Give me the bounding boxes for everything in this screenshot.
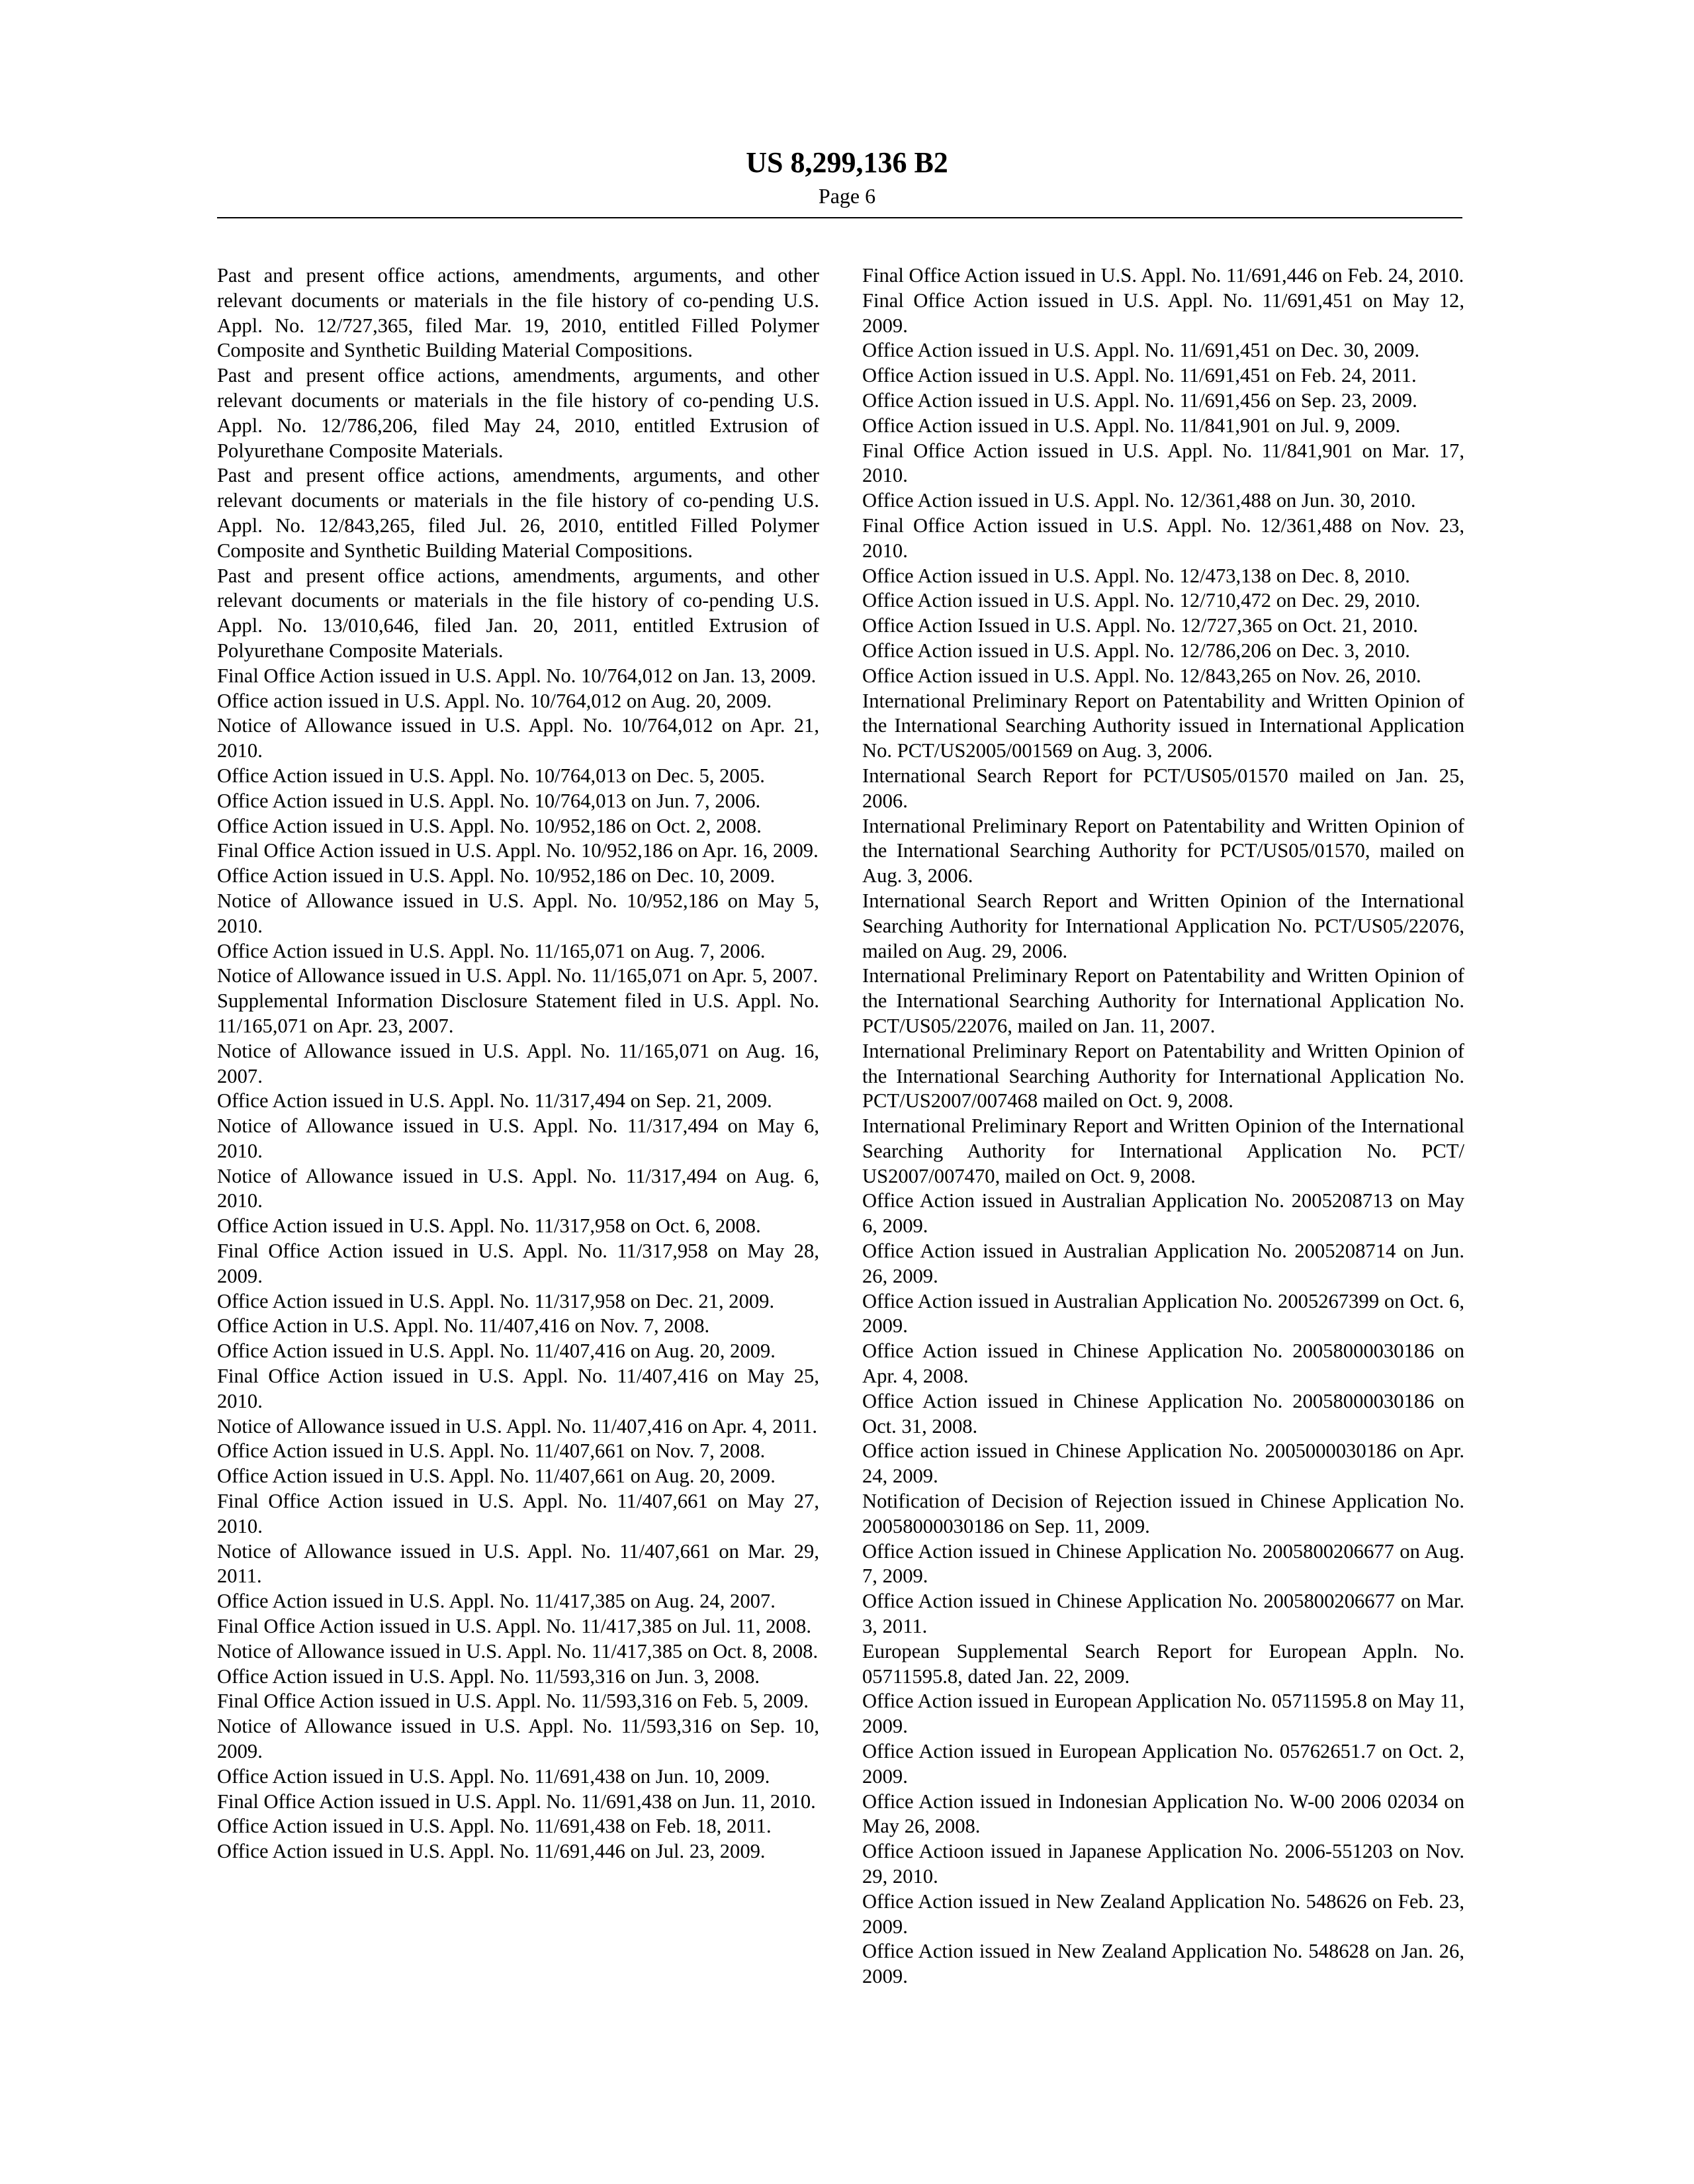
reference-entry: Final Office Action issued in U.S. Appl. No. 10/952,186 on Apr. 16, 2009. <box>217 839 819 864</box>
reference-entry: Office action issued in U.S. Appl. No. 10/764,012 on Aug. 20, 2009. <box>217 689 819 714</box>
reference-entry: Office Action issued in U.S. Appl. No. 11/691,438 on Feb. 18, 2011. <box>217 1814 819 1839</box>
reference-entry: Office Action issued in U.S. Appl. No. 12/473,138 on Dec. 8, 2010. <box>862 564 1464 589</box>
reference-entry: Office Action issued in U.S. Appl. No. 11/691,438 on Jun. 10, 2009. <box>217 1764 819 1790</box>
reference-entry: Office Action issued in U.S. Appl. No. 10/952,186 on Oct. 2, 2008. <box>217 814 819 839</box>
reference-entry: Office Action issued in New Zealand Application No. 548626 on Feb. 23, 2009. <box>862 1889 1464 1940</box>
reference-entry: Office Action issued in U.S. Appl. No. 12/843,265 on Nov. 26, 2010. <box>862 664 1464 689</box>
reference-entry: Final Office Action issued in U.S. Appl. No. 11/317,958 on May 28, 2009. <box>217 1239 819 1289</box>
page-number: Page 6 <box>0 184 1694 208</box>
reference-entry: European Supplemental Search Report for European Appln. No. 05711595.8, dated Jan. 22, 2009. <box>862 1639 1464 1690</box>
reference-entry: Past and present office actions, amendments, arguments, and other relevant documents or materials in the file history of co-pending U.S. Appl. No. 13/010,646, filed Jan. 20, 2011, entitled Extrusion of Polyurethane Composite Materials. <box>217 564 819 664</box>
reference-entry: Office Action issued in U.S. Appl. No. 10/764,013 on Jun. 7, 2006. <box>217 789 819 814</box>
reference-entry: Office Action issued in U.S. Appl. No. 11/593,316 on Jun. 3, 2008. <box>217 1664 819 1690</box>
reference-entry: Notice of Allowance issued in U.S. Appl. No. 11/407,416 on Apr. 4, 2011. <box>217 1414 819 1439</box>
reference-entry: Office Action issued in Chinese Application No. 2005800206677 on Aug. 7, 2009. <box>862 1539 1464 1590</box>
reference-entry: Notification of Decision of Rejection issued in Chinese Application No. 20058000030186 on Sep. 11, 2009. <box>862 1489 1464 1539</box>
reference-entry: Final Office Action issued in U.S. Appl. No. 11/691,451 on May 12, 2009. <box>862 289 1464 339</box>
reference-entry: Office Action issued in European Application No. 05711595.8 on May 11, 2009. <box>862 1689 1464 1739</box>
reference-entry: Notice of Allowance issued in U.S. Appl. No. 11/317,494 on Aug. 6, 2010. <box>217 1164 819 1214</box>
reference-entry: Office Action issued in U.S. Appl. No. 11/317,494 on Sep. 21, 2009. <box>217 1089 819 1114</box>
reference-entry: Supplemental Information Disclosure Statement filed in U.S. Appl. No. 11/165,071 on Apr. 23, 2007. <box>217 989 819 1039</box>
reference-entry: Office Action issued in Indonesian Application No. W-00 2006 02034 on May 26, 2008. <box>862 1790 1464 1840</box>
reference-entry: Final Office Action issued in U.S. Appl. No. 10/764,012 on Jan. 13, 2009. <box>217 664 819 689</box>
reference-entry: International Preliminary Report on Patentability and Written Opin­ion of the International Searching Authority for PCT/US05/01570, mailed on Aug. 3, 2006. <box>862 814 1464 889</box>
reference-entry: Office Action issued in Australian Application No. 2005267399 on Oct. 6, 2009. <box>862 1289 1464 1340</box>
reference-entry: Final Office Action issued in U.S. Appl. No. 12/361,488 on Nov. 23, 2010. <box>862 514 1464 564</box>
reference-entry: Notice of Allowance issued in U.S. Appl. No. 10/952,186 on May 5, 2010. <box>217 889 819 939</box>
reference-entry: Office Action issued in European Application No. 05762651.7 on Oct. 2, 2009. <box>862 1739 1464 1790</box>
reference-entry: Office Actioon issued in Japanese Application No. 2006-551203 on Nov. 29, 2010. <box>862 1839 1464 1889</box>
reference-entry: Office Action issued in U.S. Appl. No. 11/691,451 on Dec. 30, 2009. <box>862 338 1464 363</box>
reference-entry: Final Office Action issued in U.S. Appl. No. 11/407,661 on May 27, 2010. <box>217 1489 819 1539</box>
reference-entry: Office Action issued in U.S. Appl. No. 11/417,385 on Aug. 24, 2007. <box>217 1589 819 1614</box>
reference-entry: Notice of Allowance issued in U.S. Appl. No. 10/764,012 on Apr. 21, 2010. <box>217 713 819 764</box>
reference-entry: Office Action issued in U.S. Appl. No. 12/361,488 on Jun. 30, 2010. <box>862 488 1464 514</box>
reference-entry: International Preliminary Report and Written Opinion of the Inter­national Searching Authority for International Application No. PCT/​US2007/007470, mailed on Oct. 9, 2008. <box>862 1114 1464 1189</box>
reference-entry: Notice of Allowance issued in U.S. Appl. No. 11/417,385 on Oct. 8, 2008. <box>217 1639 819 1664</box>
reference-entry: Office Action issued in Chinese Application No. 20058000030186 on Oct. 31, 2008. <box>862 1389 1464 1439</box>
reference-entry: Office Action Issued in U.S. Appl. No. 12/727,365 on Oct. 21, 2010. <box>862 614 1464 639</box>
reference-entry: Office Action issued in U.S. Appl. No. 11/691,451 on Feb. 24, 2011. <box>862 363 1464 388</box>
reference-entry: Past and present office actions, amendments, arguments, and other relevant documents or materials in the file history of co-pending U.S. Appl. No. 12/843,265, filed Jul. 26, 2010, entitled Filled Polymer Composite and Synthetic Building Material Compositions. <box>217 463 819 563</box>
reference-entry: Final Office Action issued in U.S. Appl. No. 11/841,901 on Mar. 17, 2010. <box>862 439 1464 489</box>
reference-entry: Office action issued in Chinese Application No. 2005000030186 on Apr. 24, 2009. <box>862 1439 1464 1489</box>
reference-entry: Notice of Allowance issued in U.S. Appl. No. 11/165,071 on Aug. 16, 2007. <box>217 1039 819 1089</box>
reference-entry: Office Action in U.S. Appl. No. 11/407,416 on Nov. 7, 2008. <box>217 1314 819 1339</box>
reference-entry: Past and present office actions, amendments, arguments, and other relevant documents or materials in the file history of co-pending U.S. Appl. No. 12/727,365, filed Mar. 19, 2010, entitled Filled Polymer Composite and Synthetic Building Material Compositions. <box>217 263 819 363</box>
reference-entry: Office Action issued in U.S. Appl. No. 11/317,958 on Dec. 21, 2009. <box>217 1289 819 1314</box>
header-divider <box>217 217 1462 218</box>
reference-entry: Notice of Allowance issued in U.S. Appl. No. 11/593,316 on Sep. 10, 2009. <box>217 1714 819 1764</box>
reference-entry: Final Office Action issued in U.S. Appl. No. 11/417,385 on Jul. 11, 2008. <box>217 1614 819 1639</box>
reference-entry: Office Action issued in Chinese Application No. 20058000030186 on Apr. 4, 2008. <box>862 1339 1464 1389</box>
reference-entry: Final Office Action issued in U.S. Appl. No. 11/407,416 on May 25, 2010. <box>217 1364 819 1414</box>
reference-entry: Office Action issued in New Zealand Application No. 548628 on Jan. 26, 2009. <box>862 1939 1464 1989</box>
reference-entry: Notice of Allowance issued in U.S. Appl. No. 11/317,494 on May 6, 2010. <box>217 1114 819 1164</box>
reference-entry: Office Action issued in U.S. Appl. No. 12/710,472 on Dec. 29, 2010. <box>862 588 1464 614</box>
reference-entry: Office Action issued in U.S. Appl. No. 10/952,186 on Dec. 10, 2009. <box>217 864 819 889</box>
reference-entry: International Preliminary Report on Patentability and Written Opin­ion of the International Searching Authority for International Appli­cation No. PCT/US05/22076, mailed on Jan. 11, 2007. <box>862 964 1464 1038</box>
reference-entry: Office Action issued in U.S. Appl. No. 11/407,416 on Aug. 20, 2009. <box>217 1339 819 1364</box>
reference-entry: Final Office Action issued in U.S. Appl. No. 11/593,316 on Feb. 5, 2009. <box>217 1689 819 1714</box>
right-references-column <box>862 263 1464 1989</box>
reference-entry: Office Action issued in U.S. Appl. No. 11/691,456 on Sep. 23, 2009. <box>862 388 1464 414</box>
left-references-column <box>217 263 819 1864</box>
reference-entry: Final Office Action issued in U.S. Appl. No. 11/691,438 on Jun. 11, 2010. <box>217 1790 819 1815</box>
reference-entry: Notice of Allowance issued in U.S. Appl. No. 11/407,661 on Mar. 29, 2011. <box>217 1539 819 1590</box>
reference-entry: Office Action issued in Australian Application No. 2005208713 on May 6, 2009. <box>862 1189 1464 1239</box>
reference-entry: Office Action issued in U.S. Appl. No. 11/841,901 on Jul. 9, 2009. <box>862 414 1464 439</box>
reference-entry: Office Action issued in U.S. Appl. No. 11/317,958 on Oct. 6, 2008. <box>217 1214 819 1239</box>
reference-entry: International Preliminary Report on Patentability and Written Opin­ion of the International Searching Authority issued in International Application No. PCT/US2005/001569 on Aug. 3, 2006. <box>862 689 1464 764</box>
reference-entry: Office Action issued in U.S. Appl. No. 11/407,661 on Nov. 7, 2008. <box>217 1439 819 1464</box>
patent-number: US 8,299,136 B2 <box>0 146 1694 179</box>
reference-entry: Past and present office actions, amendments, arguments, and other relevant documents or materials in the file history of co-pending U.S. Appl. No. 12/786,206, filed May 24, 2010, entitled Extrusion of Polyurethane Composite Materials. <box>217 363 819 463</box>
reference-entry: Final Office Action issued in U.S. Appl. No. 11/691,446 on Feb. 24, 2010. <box>862 263 1464 289</box>
reference-entry: Office Action issued in U.S. Appl. No. 11/407,661 on Aug. 20, 2009. <box>217 1464 819 1489</box>
reference-entry: International Search Report and Written Opinion of the International Searching Authority for International Application No. PCT/US05/​22076, mailed on Aug. 29, 2006. <box>862 889 1464 964</box>
reference-entry: International Search Report for PCT/US05/01570 mailed on Jan. 25, 2006. <box>862 764 1464 814</box>
reference-entry: Office Action issued in U.S. Appl. No. 11/691,446 on Jul. 23, 2009. <box>217 1839 819 1864</box>
reference-entry: Office Action issued in U.S. Appl. No. 10/764,013 on Dec. 5, 2005. <box>217 764 819 789</box>
reference-entry: Office Action issued in Australian Application No. 2005208714 on Jun. 26, 2009. <box>862 1239 1464 1289</box>
reference-entry: Office Action issued in U.S. Appl. No. 11/165,071 on Aug. 7, 2006. <box>217 939 819 964</box>
reference-entry: International Preliminary Report on Patentability and Written Opin­ion of the International Searching Authority for International Appli­cation No. PCT/US2007/007468 mailed on Oct. 9, 2008. <box>862 1039 1464 1114</box>
reference-entry: Office Action issued in U.S. Appl. No. 12/786,206 on Dec. 3, 2010. <box>862 639 1464 664</box>
reference-entry: Office Action issued in Chinese Application No. 2005800206677 on Mar. 3, 2011. <box>862 1589 1464 1639</box>
reference-entry: Notice of Allowance issued in U.S. Appl. No. 11/165,071 on Apr. 5, 2007. <box>217 964 819 989</box>
